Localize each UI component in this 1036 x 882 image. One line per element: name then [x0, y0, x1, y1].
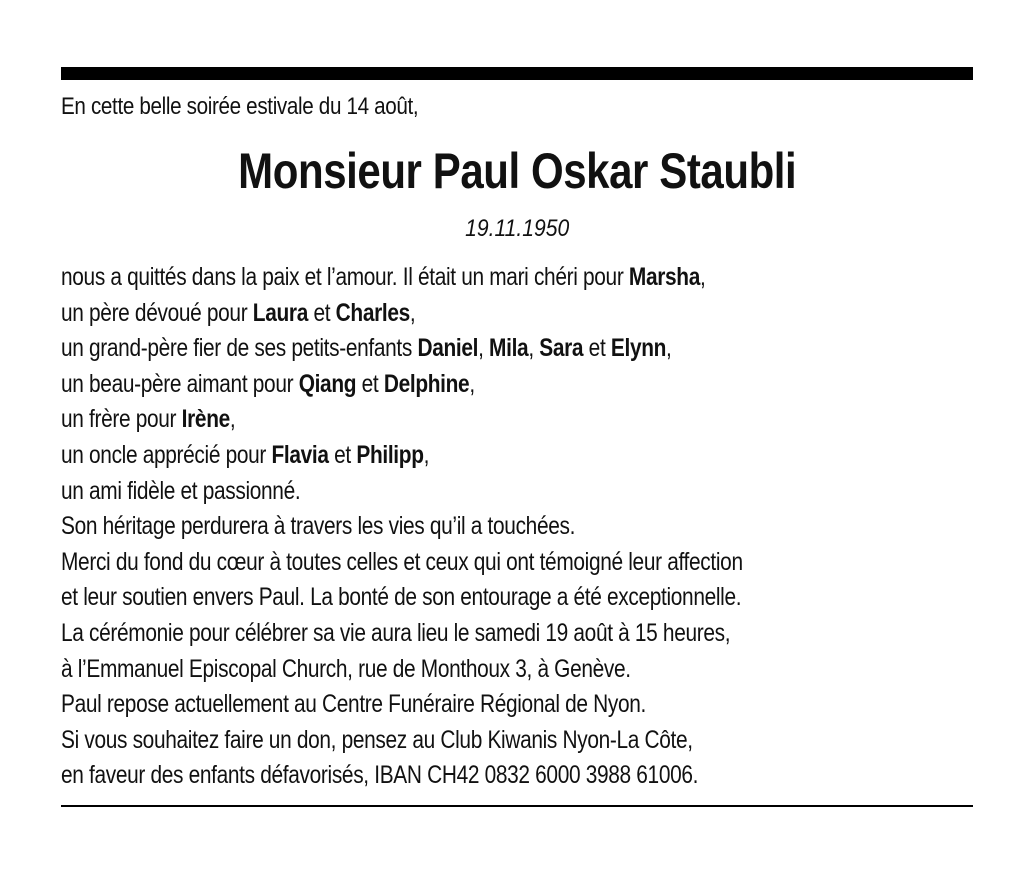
grandchild-name: Elynn: [610, 334, 667, 363]
body-line-8: Son héritage perdurera à travers les vies qu’il a touchées.: [61, 512, 576, 541]
obituary-notice: [61, 0, 973, 882]
grandchild-name: Mila: [489, 334, 529, 363]
body-line-9: Merci du fond du cœur à toutes celles et ceux qui ont témoigné leur affection: [61, 547, 743, 576]
line6-text: un oncle apprécié pour: [61, 440, 272, 469]
niece-nephew-name: Philipp: [356, 440, 424, 469]
body-line-2: [61, 296, 743, 332]
niece-nephew-name: Flavia: [271, 440, 329, 469]
sibling-name: Irène: [181, 405, 230, 434]
top-rule: [61, 67, 973, 80]
intro-line: En cette belle soirée estivale du 14 août,: [61, 93, 419, 120]
line6-and: et: [328, 440, 357, 469]
body-line-12: à l’Emmanuel Episcopal Church, rue de Monthoux 3, à Genève.: [61, 654, 631, 683]
line2-text: un père dévoué pour: [61, 298, 253, 327]
grandchild-name: Sara: [539, 334, 584, 363]
body-line-1: [61, 260, 743, 296]
line4-end: ,: [469, 369, 475, 398]
body-line-14: Si vous souhaitez faire un don, pensez au Club Kiwanis Nyon-La Côte,: [61, 725, 693, 754]
line1-end: ,: [699, 263, 706, 291]
line2-end: ,: [409, 298, 416, 327]
body-line-13: Paul repose actuellement au Centre Funéraire Régional de Nyon.: [61, 690, 647, 719]
body-line-4: [61, 367, 743, 403]
body-line-10: et leur soutien envers Paul. La bonté de son entourage a été exceptionnelle.: [61, 583, 742, 612]
body-line-7: un ami fidèle et passionné.: [61, 476, 301, 505]
line4-text: un beau-père aimant pour: [61, 369, 299, 398]
body-line-6: [61, 438, 743, 474]
in-law-name: Qiang: [298, 369, 357, 398]
line4-and: et: [356, 369, 384, 398]
wife-name: Marsha: [628, 263, 700, 291]
child-name: Laura: [252, 298, 308, 327]
birth-date: [61, 212, 973, 246]
child-name: Charles: [335, 298, 410, 327]
body-line-15: en faveur des enfants défavorisés, IBAN CH42 0832 6000 3988 61006.: [61, 761, 699, 790]
birth-date-text: 19.11.1950: [464, 215, 570, 242]
line1-text: nous a quittés dans la paix et l’amour. Il était un mari chéri pour: [61, 263, 629, 291]
in-law-name: Delphine: [383, 369, 470, 398]
deceased-name-text: Monsieur Paul Oskar Staubli: [237, 143, 797, 199]
deceased-name: [61, 140, 973, 202]
line3-sep: ,: [478, 334, 490, 363]
line3-and: et: [583, 334, 611, 363]
notice-body: [61, 260, 743, 794]
line5-text: un frère pour: [61, 405, 182, 434]
line3-text: un grand-père fier de ses petits-enfants: [61, 334, 418, 363]
line6-end: ,: [423, 440, 430, 469]
grandchild-name: Daniel: [417, 334, 479, 363]
line3-sep: ,: [528, 334, 540, 363]
line3-end: ,: [666, 334, 672, 363]
body-line-5: [61, 402, 743, 438]
body-line-11: La cérémonie pour célébrer sa vie aura lieu le samedi 19 août à 15 heures,: [61, 618, 731, 647]
line2-and: et: [307, 298, 336, 327]
line5-end: ,: [229, 405, 236, 434]
body-line-3: [61, 331, 743, 367]
bottom-rule: [61, 805, 973, 807]
